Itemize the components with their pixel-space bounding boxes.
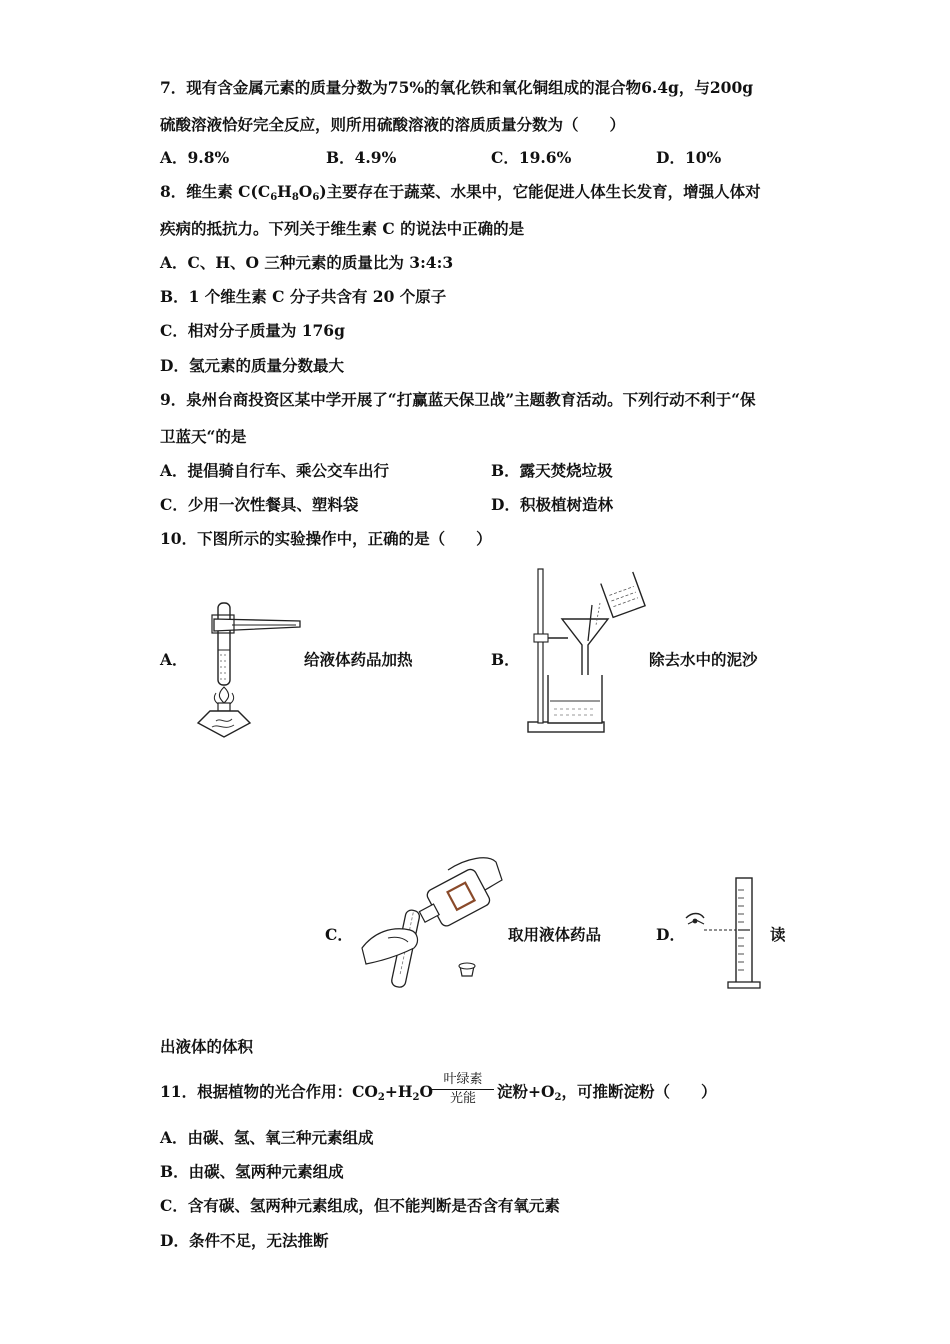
q8-option-a[interactable]: A．C、H、O 三种元素的质量比为 3:4:3 <box>160 253 454 272</box>
q10-c-caption: 取用液体药品 <box>508 925 602 944</box>
q10-a-caption: 给液体药品加热 <box>304 650 413 669</box>
q9-line1: 9．泉州台商投资区某中学开展了“打赢蓝天保卫战”主题教育活动。下列行动不利于“保 <box>160 390 756 409</box>
q8-line1: 8．维生素 $C(C_6H_8O_6)$主要存在于蔬菜、水果中，它能促进人体生长发育，增强人体对 <box>160 182 761 203</box>
q7-line2: 硫酸溶液恰好完全反应，则所用硫酸溶液的溶质质量分数为（ ） <box>160 115 626 134</box>
q8-option-c[interactable]: C．相对分子质量为 176g <box>160 321 345 340</box>
q9-option-a[interactable]: A．提倡骑自行车、乘公交车出行 <box>160 461 390 480</box>
reaction-condition-top: 叶绿素 <box>443 1072 483 1087</box>
q8-line2: 疾病的抵抗力。下列关于维生素 C 的说法中正确的是 <box>160 219 525 238</box>
q10-d-label[interactable]: D． <box>656 925 685 944</box>
q11-option-d[interactable]: D．条件不足，无法推断 <box>160 1231 329 1250</box>
q9-line2: 卫蓝天“的是 <box>160 427 247 446</box>
reaction-condition-bottom: 光能 <box>449 1091 476 1106</box>
filtration-figure <box>522 565 652 737</box>
q10-b-label[interactable]: B． <box>491 650 520 669</box>
q11-option-c[interactable]: C．含有碳、氢两种元素组成，但不能判断是否含有氧元素 <box>160 1196 560 1215</box>
q7-option-a[interactable]: A．9.8% <box>160 148 230 167</box>
q7-option-d[interactable]: D．10% <box>656 148 722 167</box>
q9-option-c[interactable]: C．少用一次性餐具、塑料袋 <box>160 495 359 514</box>
q11-stem: 11．根据植物的光合作用：$CO_2+H_2O$ 淀粉$+O_2$，可推断淀粉（ ） <box>160 1082 717 1103</box>
q11-option-b[interactable]: B．由碳、氢两种元素组成 <box>160 1162 344 1181</box>
q7-line1: 7．现有含金属元素的质量分数为75%的氧化铁和氧化铜组成的混合物6.4g，与200g <box>160 78 754 97</box>
q9-option-b[interactable]: B．露天焚烧垃圾 <box>491 461 613 480</box>
q10-d-caption-cont: 出液体的体积 <box>160 1037 254 1056</box>
heating-liquid-figure <box>192 595 304 740</box>
q10-stem: 10．下图所示的实验操作中，正确的是（ ） <box>160 529 492 548</box>
reaction-arrow <box>432 1068 494 1108</box>
graduated-cylinder-figure <box>684 872 770 992</box>
pouring-liquid-figure <box>356 852 504 994</box>
q10-a-label[interactable]: A． <box>160 650 188 669</box>
q7-option-c[interactable]: C．19.6% <box>491 148 572 167</box>
q8-option-b[interactable]: B．1 个维生素 C 分子共含有 20 个原子 <box>160 287 447 306</box>
q10-d-caption: 读 <box>770 925 786 944</box>
q7-option-b[interactable]: B．4.9% <box>326 148 397 167</box>
q10-c-label[interactable]: C． <box>325 925 353 944</box>
q8-option-d[interactable]: D．氢元素的质量分数最大 <box>160 356 344 375</box>
q11-option-a[interactable]: A．由碳、氢、氧三种元素组成 <box>160 1128 374 1147</box>
q10-b-caption: 除去水中的泥沙 <box>649 650 758 669</box>
q9-option-d[interactable]: D．积极植树造林 <box>491 495 613 514</box>
